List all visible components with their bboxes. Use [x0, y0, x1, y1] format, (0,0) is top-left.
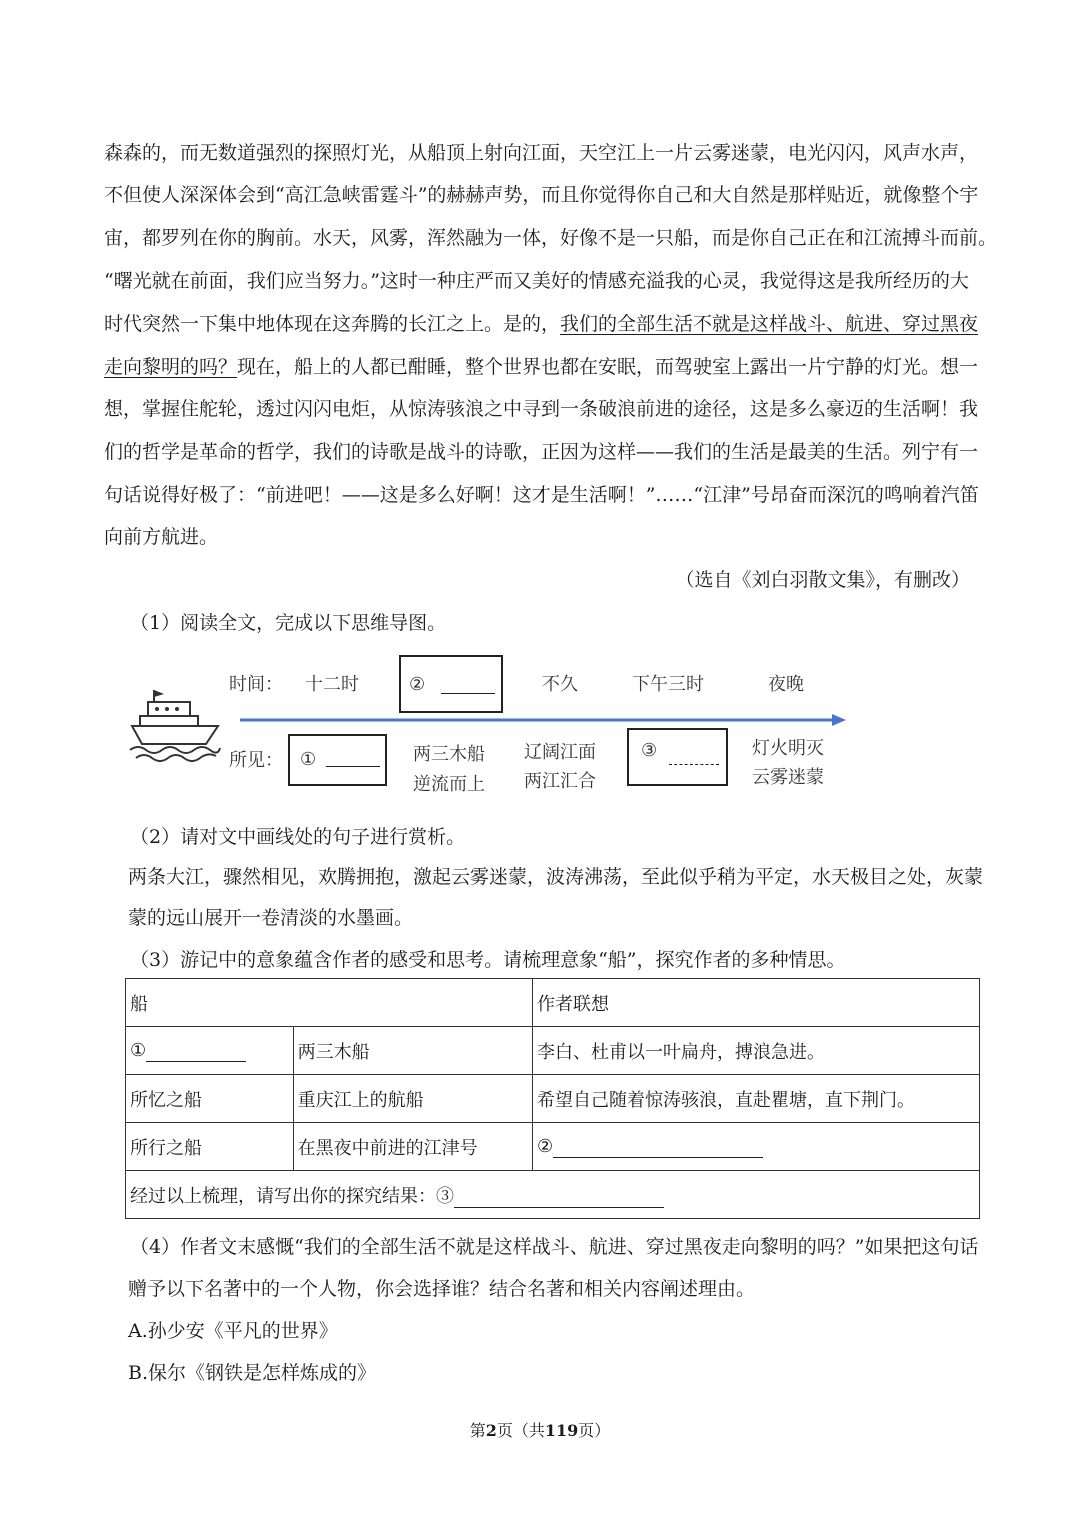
seen-item: 灯火明灭	[752, 738, 824, 759]
answer-blank[interactable]	[454, 1186, 664, 1208]
table-row	[126, 1123, 980, 1171]
timeline-arrow	[240, 712, 850, 728]
time-blank-box: ②	[399, 655, 503, 713]
table-cell: 所行之船	[126, 1123, 294, 1171]
passage-line: 走向黎明的吗？现在，船上的人都已酣睡，整个世界也都在安眠，而驾驶室上露出一片宁静的灯光。想一	[104, 356, 979, 378]
page-number: 2	[485, 1421, 497, 1440]
time-item: 十二时	[305, 674, 359, 695]
table-cell: 所忆之船	[126, 1075, 294, 1123]
passage-line: 不但使人深深体会到“高江急峡雷霆斗”的赫赫声势，而且你觉得你自己和大自然是那样贴近，就像整个宇	[104, 184, 979, 206]
time-label: 时间：	[229, 674, 283, 695]
seen-blank-box-1: ①	[288, 734, 387, 786]
table-cell: 重庆江上的航船	[293, 1075, 532, 1123]
passage-line: 宙，都罗列在你的胸前。水天，风雾，浑然融为一体，好像不是一只船，而是你自己正在和江流搏斗而前。	[104, 227, 998, 249]
passage-line: 时代突然一下集中地体现在这奔腾的长江之上。是的，我们的全部生活不就是这样战斗、航进、穿过黑夜	[104, 313, 979, 335]
table-cell: 李白、杜甫以一叶扁舟，搏浪急进。	[533, 1027, 980, 1075]
time-item: 夜晚	[768, 674, 804, 695]
table-row	[126, 1027, 980, 1075]
source-citation: （选自《刘白羽散文集》，有删改）	[675, 569, 970, 591]
table-row	[126, 1075, 980, 1123]
time-item: 不久	[542, 674, 578, 695]
underlined-sentence: 我们的全部生活不就是这样战斗、航进、穿过黑夜	[560, 313, 979, 335]
seen-item: 辽阔江面	[524, 742, 596, 763]
table-row	[126, 1171, 980, 1219]
passage-line: “曙光就在前面，我们应当努力。”这时一种庄严而又美好的情感充溢我的心灵，我觉得这是我所经历的大	[104, 270, 969, 292]
option-a: A.孙少安《平凡的世界》	[128, 1320, 338, 1342]
page-footer: 第2页（共119页）	[469, 1421, 611, 1440]
table-cell: 在黑夜中前进的江津号	[293, 1123, 532, 1171]
seen-item: 云雾迷蒙	[752, 767, 824, 788]
q2-prompt: （2）请对文中画线处的句子进行赏析。	[130, 826, 466, 848]
header-cell: 作者联想	[533, 979, 980, 1027]
answer-blank[interactable]	[146, 1040, 246, 1062]
underlined-sentence-end: 走向黎明的吗？	[104, 356, 238, 378]
table-header-row	[126, 979, 980, 1027]
seen-blank-box-3: ③	[627, 728, 728, 786]
passage-line: 向前方航进。	[104, 526, 219, 548]
passage-line: 森森的，而无数道强烈的探照灯光，从船顶上射向江面，天空江上一片云雾迷蒙，电光闪闪，风声水声，	[104, 142, 979, 164]
q2-quote-line: 蒙的远山展开一卷清淡的水墨画。	[128, 907, 414, 929]
seen-item: 两江汇合	[524, 771, 596, 792]
seen-item: 两三木船	[413, 744, 485, 765]
table-cell: ②	[533, 1123, 980, 1171]
answer-blank[interactable]	[441, 693, 495, 694]
option-b: B.保尔《钢铁是怎样炼成的》	[128, 1362, 377, 1384]
table-cell: ①	[126, 1027, 294, 1075]
seen-item: 逆流而上	[413, 774, 485, 795]
seen-label: 所见：	[229, 750, 283, 771]
answer-blank[interactable]	[326, 766, 380, 767]
q4-prompt-cont: 赠予以下名著中的一个人物，你会选择谁？结合名著和相关内容阐述理由。	[128, 1278, 756, 1300]
table-cell: 两三木船	[293, 1027, 532, 1075]
conclusion-cell: 经过以上梳理，请写出你的探究结果：③	[126, 1171, 980, 1219]
passage-line: 句话说得好极了：“前进吧！——这是多么好啊！这才是生活啊！”……“江津”号昂奋而深沉的鸣响着汽笛	[104, 484, 979, 506]
q2-quote-line: 两条大江，骤然相见，欢腾拥抱，激起云雾迷蒙，波涛沸荡，至此似乎稍为平定，水天极目之处，灰蒙	[128, 866, 984, 888]
answer-blank[interactable]	[669, 764, 719, 765]
answer-blank[interactable]	[553, 1136, 763, 1158]
page-total: 119	[544, 1421, 579, 1440]
passage-line: 想，掌握住舵轮，透过闪闪电炬，从惊涛骇浪之中寻到一条破浪前进的途径，这是多么豪迈的生活啊！我	[104, 398, 979, 420]
q1-prompt: （1）阅读全文，完成以下思维导图。	[130, 612, 447, 634]
q4-prompt: （4）作者文末感慨“我们的全部生活不就是这样战斗、航进、穿过黑夜走向黎明的吗？”如果把这句话	[130, 1236, 979, 1258]
time-item: 下午三时	[632, 674, 704, 695]
ship-table	[125, 978, 980, 1219]
table-cell: 希望自己随着惊涛骇浪，直赴瞿塘，直下荆门。	[533, 1075, 980, 1123]
passage-line: 们的哲学是革命的哲学，我们的诗歌是战斗的诗歌，正因为这样——我们的生活是最美的生活。列宁有一	[104, 441, 979, 463]
q3-prompt: （3）游记中的意象蕴含作者的感受和思考。请梳理意象“船”，探究作者的多种情思。	[130, 949, 846, 971]
header-cell: 船	[126, 979, 533, 1027]
ship-icon	[128, 682, 222, 762]
